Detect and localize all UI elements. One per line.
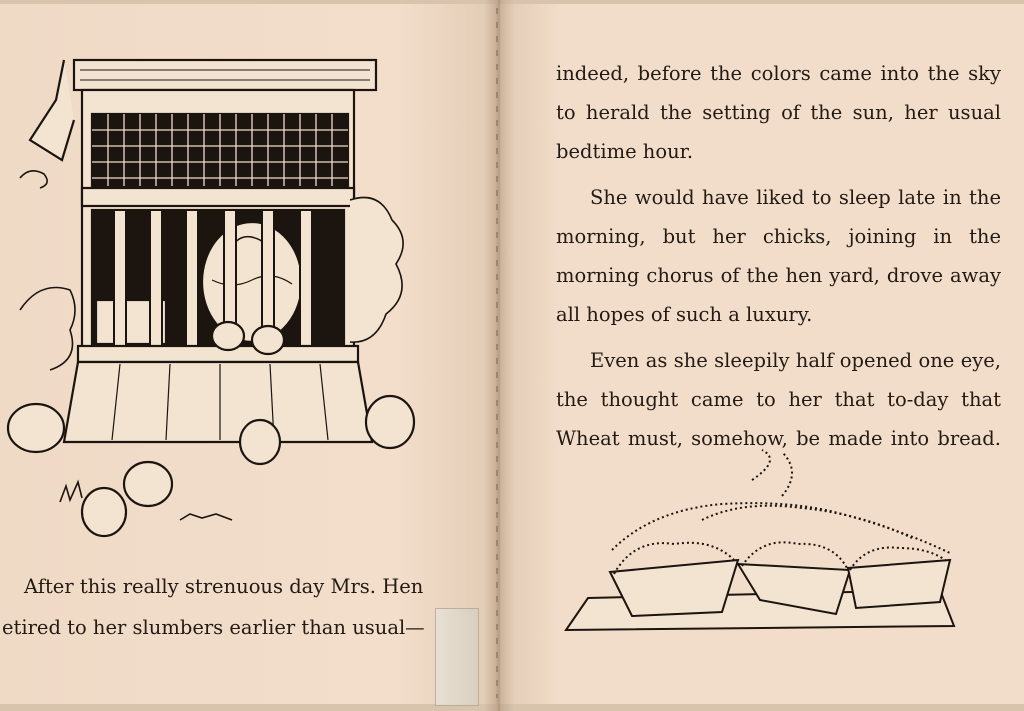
text-line: After this really strenuous day Mrs. Hen: [24, 575, 424, 598]
text-line: etired to her slumbers earlier than usual—: [2, 616, 425, 639]
left-page-text: [2, 566, 428, 648]
text-line: all hopes of such a luxury.: [556, 303, 813, 326]
hen-house-illustration: [0, 50, 440, 560]
text-line: the thought came to her that to-day that: [556, 388, 1001, 411]
right-page-text: [556, 54, 1001, 458]
text-line: Even as she sleepily half opened one eye,: [590, 349, 1001, 372]
binding-stitches: [496, 8, 498, 698]
text-line: Wheat must, somehow, be made into bread.: [556, 427, 1001, 450]
text-line: to herald the setting of the sun, her usual: [556, 101, 1001, 124]
text-line: indeed, before the colors came into the sky: [556, 62, 1001, 85]
text-line: She would have liked to sleep late in the: [590, 186, 1001, 209]
bread-loaves-illustration: [552, 440, 972, 640]
text-line: morning, but her chicks, joining in the: [556, 225, 1001, 248]
repair-tape: [435, 608, 479, 706]
text-line: bedtime hour.: [556, 140, 694, 163]
book-gutter: [484, 0, 514, 711]
text-line: morning chorus of the hen yard, drove away: [556, 264, 1001, 287]
